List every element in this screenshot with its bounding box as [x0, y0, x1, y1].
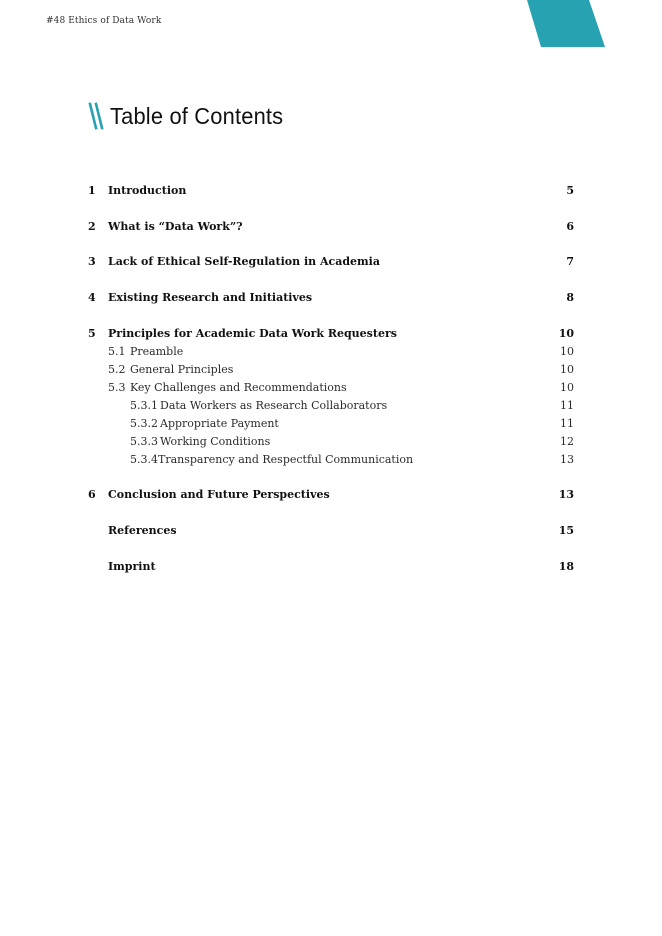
toc-entry-page: 10 [560, 380, 574, 394]
toc-entry-label: Conclusion and Future Perspectives [108, 488, 330, 502]
toc-entry-label: References [108, 524, 177, 538]
toc-entry[interactable] [88, 325, 574, 343]
toc-subsubentry[interactable] [88, 451, 574, 469]
toc-subentry[interactable] [88, 343, 574, 361]
toc-entry-label: Imprint [108, 559, 156, 573]
toc-entry-page: 10 [560, 362, 574, 376]
toc-entry-label: Lack of Ethical Self-Regulation in Academia [108, 255, 380, 269]
toc-entry-label: Existing Research and Initiatives [108, 291, 313, 305]
toc-entry-label: Data Workers as Research Collaborators [160, 398, 388, 412]
toc-entry-label: General Principles [130, 362, 234, 376]
toc-entry-label: What is “Data Work”? [108, 219, 243, 233]
toc-subentry[interactable] [88, 379, 574, 397]
toc-entry-label: Principles for Academic Data Work Requesters [108, 326, 397, 340]
toc-entry-label: Introduction [108, 184, 187, 197]
toc-entry-number: 5.3.3 [130, 434, 158, 448]
toc-entry-number: 3 [88, 255, 96, 269]
toc-entry-page: 15 [558, 524, 574, 538]
toc-entry-page: 18 [558, 559, 574, 573]
toc-entry-label: Key Challenges and Recommendations [130, 380, 347, 394]
toc-entry-number: 4 [88, 291, 96, 305]
toc-entry-number: 5.1 [108, 344, 126, 358]
toc-entry-label: Transparency and Respectful Communication [158, 452, 414, 466]
toc-subsubentry[interactable] [88, 415, 574, 433]
toc-subsubentry[interactable] [88, 433, 574, 451]
toc-entry-number: 2 [88, 219, 96, 233]
toc-entry-label: Appropriate Payment [160, 416, 279, 430]
toc-entry-page: 7 [566, 255, 574, 269]
toc-subentry[interactable] [88, 361, 574, 379]
toc-entry-imprint[interactable] [88, 558, 574, 576]
toc-entry-page: 5 [566, 184, 574, 197]
toc-entry-page: 8 [566, 291, 574, 305]
toc-entry-number: 5.3.4 [130, 452, 158, 466]
toc-entry-page: 6 [566, 219, 574, 233]
toc-entry-page: 10 [558, 326, 574, 340]
toc-entry-page: 12 [560, 434, 574, 448]
toc-entry-number: 5.3 [108, 380, 126, 394]
toc-entry-number: 1 [88, 184, 96, 197]
toc-subsubentry[interactable] [88, 397, 574, 415]
toc-entry-page: 13 [560, 452, 574, 466]
toc-entry-number: 5 [88, 326, 96, 340]
toc-entry[interactable] [88, 182, 574, 200]
toc-entry-label: Preamble [130, 344, 184, 358]
toc-entry[interactable] [88, 486, 574, 504]
toc-entry[interactable] [88, 218, 574, 236]
toc-entry-label: Working Conditions [160, 434, 271, 448]
page-title: Table of Contents [110, 102, 284, 129]
corner-accent-shape [527, 0, 605, 47]
toc-list [88, 182, 574, 576]
toc-entry[interactable] [88, 253, 574, 271]
toc-entry-references[interactable] [88, 522, 574, 540]
toc-entry-page: 11 [560, 416, 574, 430]
toc-heading [88, 100, 292, 132]
toc-entry[interactable] [88, 289, 574, 307]
toc-entry-page: 10 [560, 344, 574, 358]
toc-entry-number: 5.3.1 [130, 398, 158, 412]
toc-entry-number: 5.2 [108, 362, 126, 376]
running-header: #48 Ethics of Data Work [46, 16, 162, 26]
toc-entry-page: 11 [560, 398, 574, 412]
double-slash-icon [88, 102, 106, 130]
toc-entry-number: 6 [88, 488, 96, 502]
toc-entry-number: 5.3.2 [130, 416, 158, 430]
toc-entry-page: 13 [558, 488, 574, 502]
